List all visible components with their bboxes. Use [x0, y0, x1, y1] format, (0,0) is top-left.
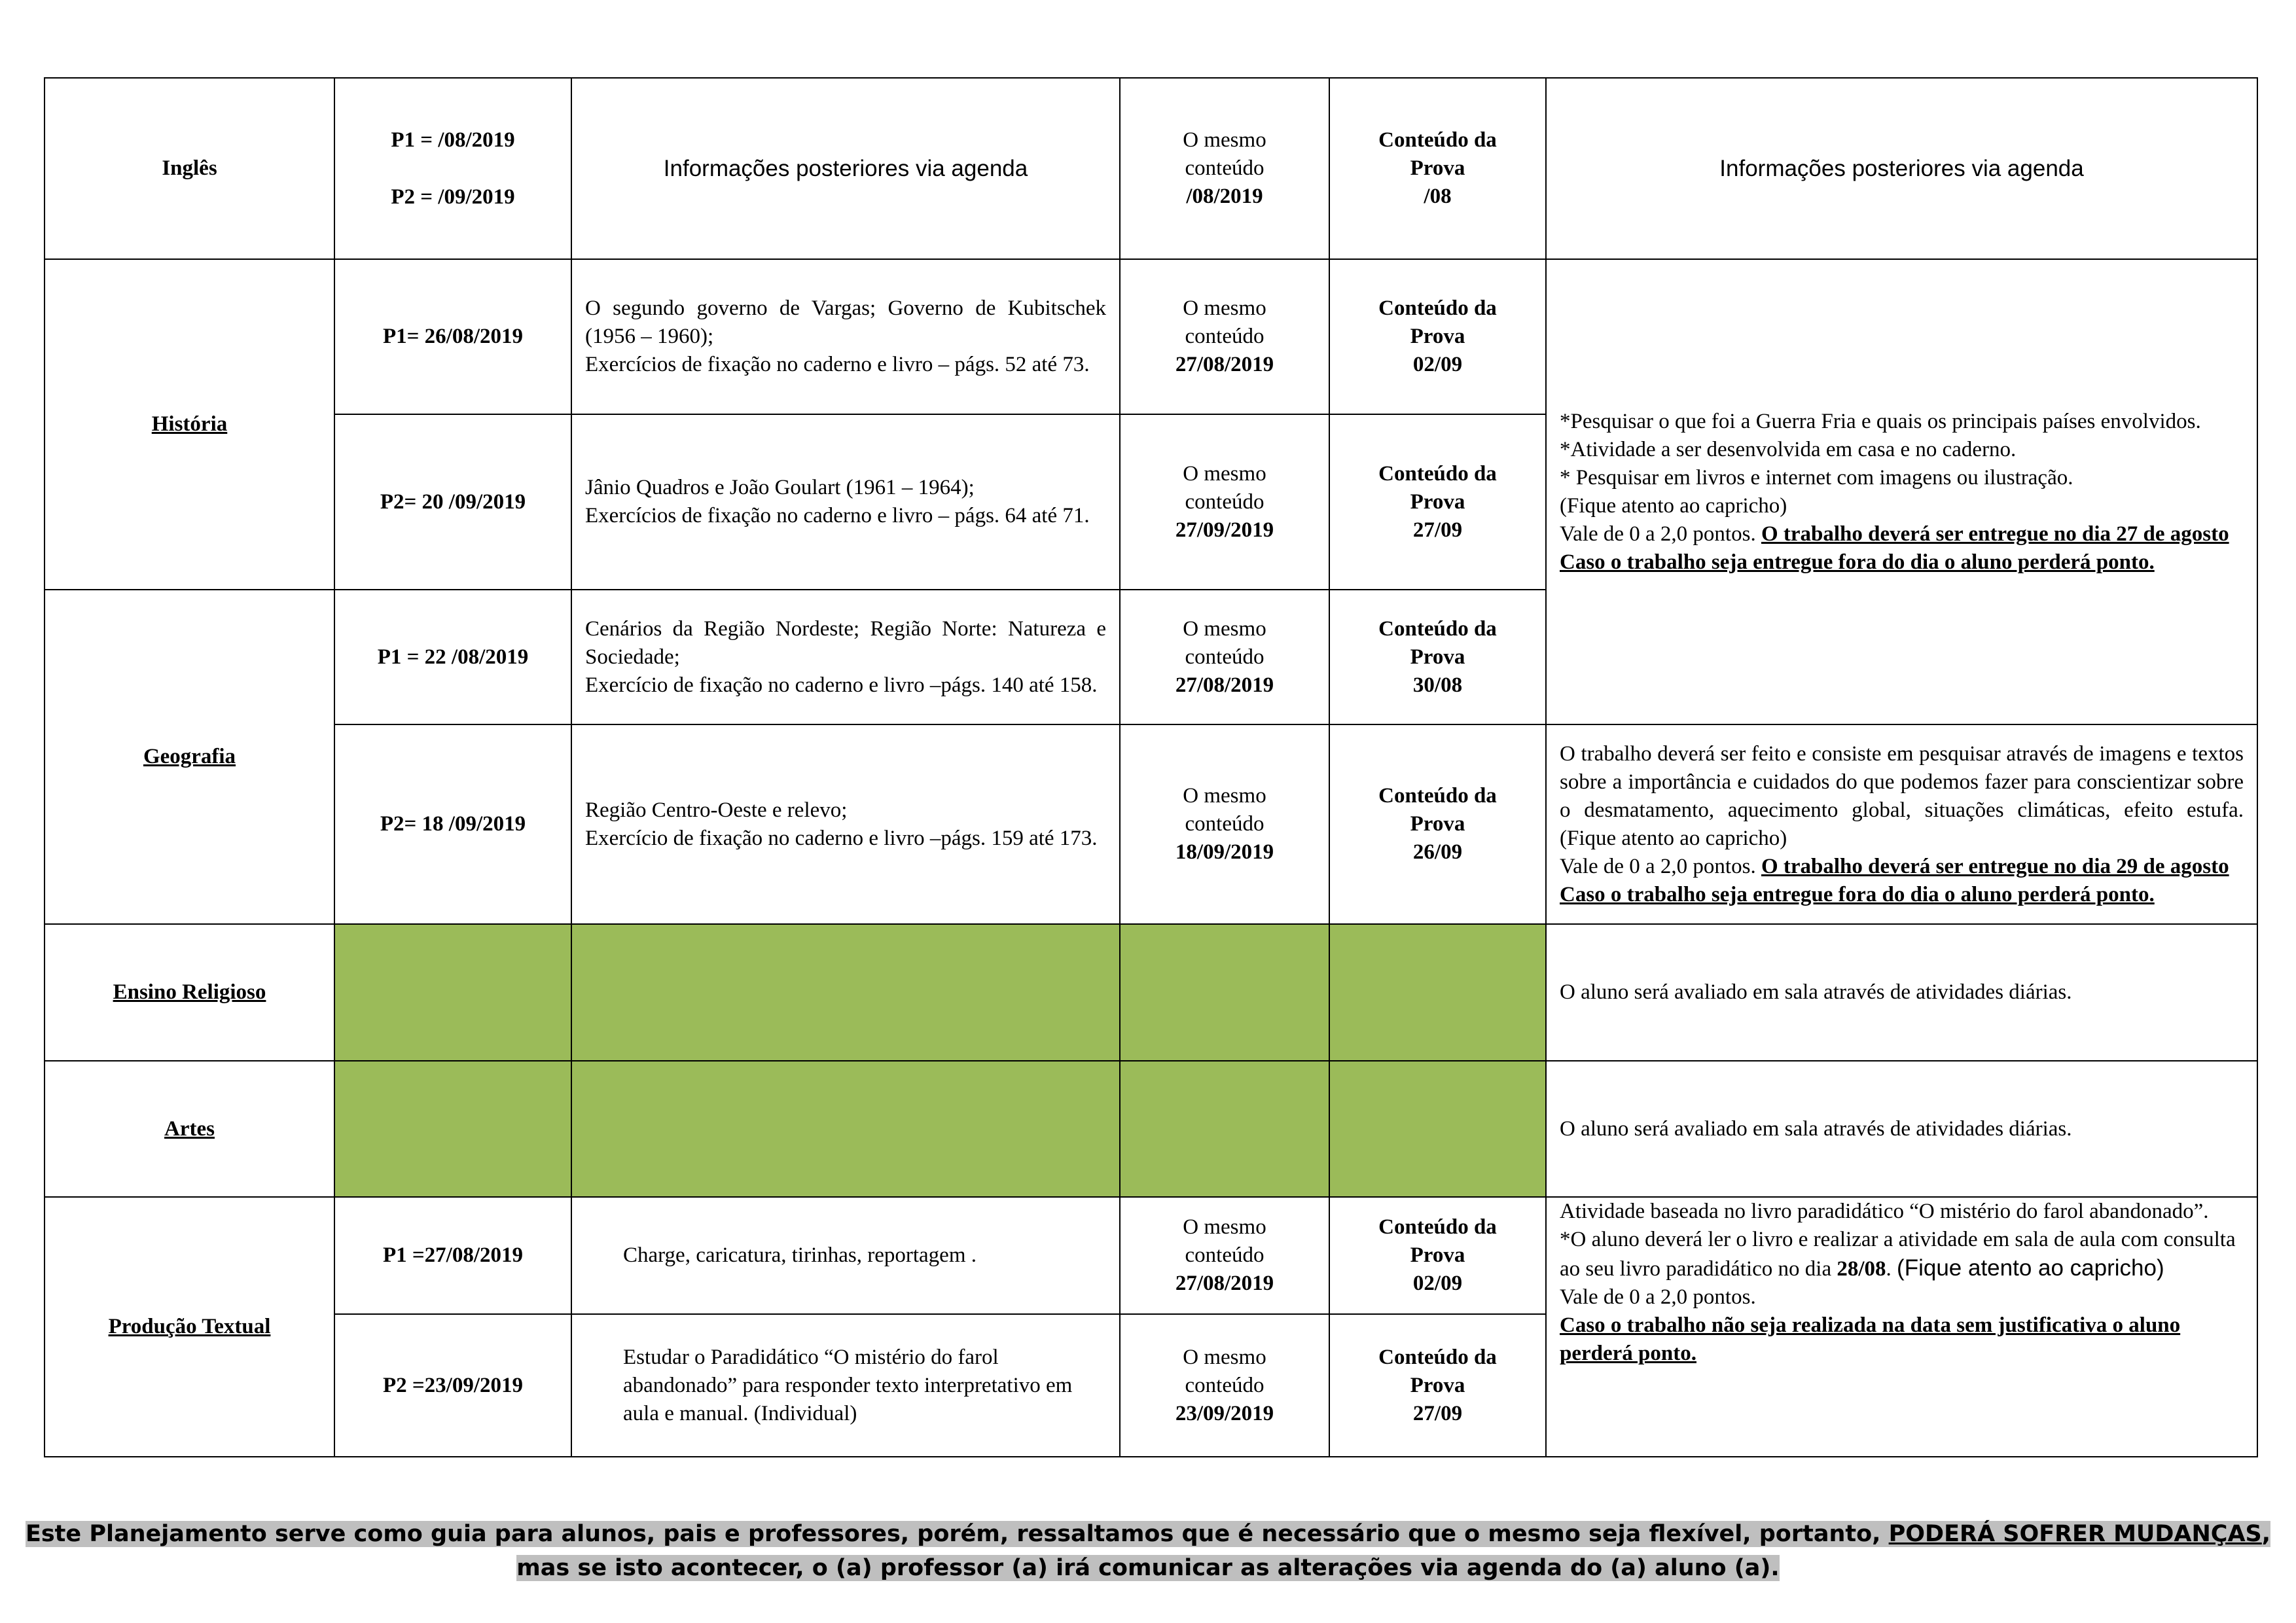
same-content-producao-p1: O mesmo conteúdo 27/08/2019	[1120, 1197, 1329, 1314]
p1-date: P1 = /08/2019	[391, 128, 515, 152]
content-geografia-p2: Região Centro-Oeste e relevo; Exercício de fixação no caderno e livro –págs. 159 até 173.	[571, 724, 1120, 924]
green-cell	[1120, 924, 1329, 1061]
subject-historia: História	[45, 259, 334, 590]
notes-geografia: O trabalho deverá ser feito e consiste em pesquisar através de imagens e textos sobre a importância e cuidados do que podemos fazer para conscientizar sobre o desmatamento, aquecimento global, situações climáticas, efeito estufa. (Fique atento ao capricho) Vale de 0 a 2,0 pontos. O trabalho deverá ser entregue no dia 29 de agosto Caso o trabalho seja entregue fora do dia o aluno perderá ponto.	[1546, 724, 2257, 924]
prova-historia-p1: Conteúdo da Prova 02/09	[1329, 259, 1546, 414]
content-historia-p1: O segundo governo de Vargas; Governo de Kubitschek (1956 – 1960); Exercícios de fixação no caderno e livro – págs. 52 até 73.	[571, 259, 1120, 414]
subject-ingles: Inglês	[45, 78, 334, 259]
same-content-historia-p2: O mesmo conteúdo 27/09/2019	[1120, 414, 1329, 590]
row-geografia-p2	[45, 724, 2257, 924]
subject-producao-textual: Produção Textual	[45, 1197, 334, 1457]
subject-ensino-religioso: Ensino Religioso	[45, 924, 334, 1061]
same-content-geografia-p1: O mesmo conteúdo 27/08/2019	[1120, 590, 1329, 724]
green-cell	[1329, 924, 1546, 1061]
dates-ingles	[334, 78, 571, 259]
footer-line-2: mas se isto acontecer, o (a) professor (a) irá comunicar as alterações via agenda do (a) aluno (a).	[516, 1555, 1780, 1581]
row-ingles	[45, 78, 2257, 259]
prova-historia-p2: Conteúdo da Prova 27/09	[1329, 414, 1546, 590]
content-historia-p2: Jânio Quadros e João Goulart (1961 – 1964); Exercícios de fixação no caderno e livro – págs. 64 até 71.	[571, 414, 1120, 590]
notes-artes: O aluno será avaliado em sala através de atividades diárias.	[1546, 1061, 2257, 1197]
p1-date: P1= 26/08/2019	[334, 259, 571, 414]
footer-line-1: Este Planejamento serve como guia para alunos, pais e professores, porém, ressaltamos que é necessário que o mesmo seja flexível, portanto, PODERÁ SOFRER MUDANÇAS,	[25, 1521, 2271, 1547]
same-content-producao-p2: O mesmo conteúdo 23/09/2019	[1120, 1314, 1329, 1457]
row-ensino-religioso	[45, 924, 2257, 1061]
p2-date: P2= 20 /09/2019	[334, 414, 571, 590]
notes-ingles: Informações posteriores via agenda	[1546, 78, 2257, 259]
prova-producao-p2: Conteúdo da Prova 27/09	[1329, 1314, 1546, 1457]
row-artes	[45, 1061, 2257, 1197]
prova-ingles: Conteúdo da Prova /08	[1329, 78, 1546, 259]
green-cell	[1329, 1061, 1546, 1197]
notes-producao-textual: Atividade baseada no livro paradidático “O mistério do farol abandonado”. *O aluno deverá ler o livro e realizar a atividade em sala de aula com consulta ao seu livro paradidático no dia 28/08. (Fique atento ao capricho) Vale de 0 a 2,0 pontos. Caso o trabalho não seja realizada na data sem justificativa o aluno perderá ponto.	[1546, 1197, 2257, 1457]
notes-historia: *Pesquisar o que foi a Guerra Fria e quais os principais países envolvidos. *Atividade a ser desenvolvida em casa e no caderno. * Pesquisar em livros e internet com imagens ou ilustração. (Fique atento ao capricho) Vale de 0 a 2,0 pontos. O trabalho deverá ser entregue no dia 27 de agosto Caso o trabalho seja entregue fora do dia o aluno perderá ponto.	[1546, 259, 2257, 724]
green-cell	[571, 924, 1120, 1061]
green-cell	[334, 1061, 571, 1197]
green-cell	[1120, 1061, 1329, 1197]
subject-geografia: Geografia	[45, 590, 334, 924]
green-cell	[334, 924, 571, 1061]
p2-date: P2= 18 /09/2019	[334, 724, 571, 924]
planning-table	[44, 77, 2258, 1457]
content-producao-p2: Estudar o Paradidático “O mistério do farol abandonado” para responder texto interpretativo em aula e manual. (Individual)	[571, 1314, 1120, 1457]
prova-geografia-p2: Conteúdo da Prova 26/09	[1329, 724, 1546, 924]
prova-producao-p1: Conteúdo da Prova 02/09	[1329, 1197, 1546, 1314]
prova-geografia-p1: Conteúdo da Prova 30/08	[1329, 590, 1546, 724]
content-ingles: Informações posteriores via agenda	[571, 78, 1120, 259]
p1-date: P1 = 22 /08/2019	[334, 590, 571, 724]
row-producao-p1	[45, 1197, 2257, 1314]
content-producao-p1: Charge, caricatura, tirinhas, reportagem .	[571, 1197, 1120, 1314]
p1-date: P1 =27/08/2019	[334, 1197, 571, 1314]
p2-date: P2 = /09/2019	[391, 185, 515, 209]
row-historia-p1	[45, 259, 2257, 414]
notes-ensino-religioso: O aluno será avaliado em sala através de atividades diárias.	[1546, 924, 2257, 1061]
p2-date: P2 =23/09/2019	[334, 1314, 571, 1457]
same-content-geografia-p2: O mesmo conteúdo 18/09/2019	[1120, 724, 1329, 924]
subject-artes: Artes	[45, 1061, 334, 1197]
green-cell	[571, 1061, 1120, 1197]
footer-disclaimer	[0, 1517, 2296, 1585]
same-content-historia-p1: O mesmo conteúdo 27/08/2019	[1120, 259, 1329, 414]
same-content-ingles: O mesmo conteúdo /08/2019	[1120, 78, 1329, 259]
content-geografia-p1: Cenários da Região Nordeste; Região Norte: Natureza e Sociedade; Exercício de fixação no caderno e livro –págs. 140 até 158.	[571, 590, 1120, 724]
